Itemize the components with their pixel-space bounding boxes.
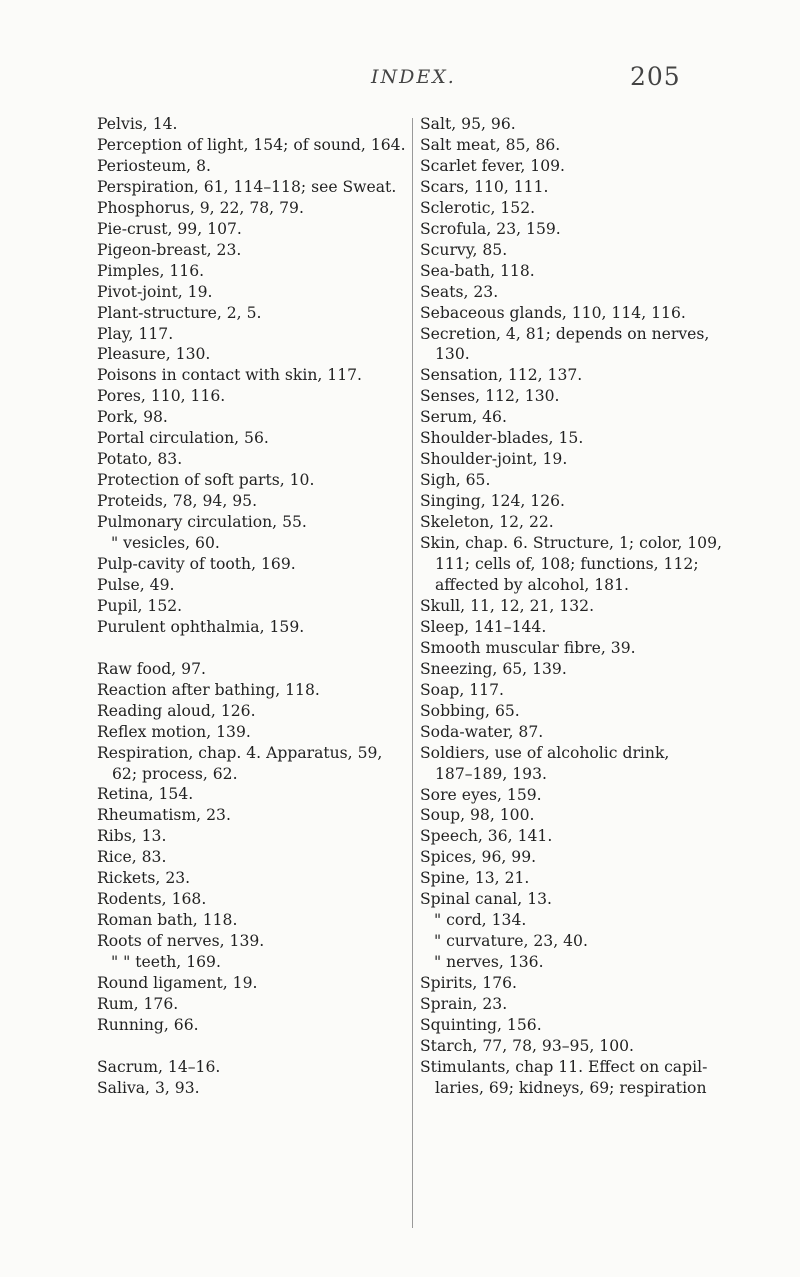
index-entry: Secretion, 4, 81; depends on nerves,	[420, 324, 710, 343]
index-entry: Soup, 98, 100.	[420, 806, 535, 825]
index-entry: Reading aloud, 126.	[97, 701, 256, 720]
index-entry: Sebaceous glands, 110, 114, 116.	[420, 303, 686, 322]
index-continuation: laries, 69; kidneys, 69; respiration	[435, 1078, 707, 1097]
index-continuation: 62; process, 62.	[112, 764, 238, 783]
index-subentry: " curvature, 23, 40.	[434, 932, 588, 951]
index-entry: Running, 66.	[97, 1015, 199, 1034]
index-entry: Sneezing, 65, 139.	[420, 659, 567, 678]
index-entry: Spices, 96, 99.	[420, 848, 537, 867]
index-entry: Sore eyes, 159.	[420, 785, 542, 804]
index-entry: Spine, 13, 21.	[420, 869, 530, 888]
index-entry: Round ligament, 19.	[97, 974, 258, 993]
index-entry: Sclerotic, 152.	[420, 198, 536, 217]
index-subentry: " " teeth, 169.	[111, 953, 221, 972]
index-entry: Periosteum, 8.	[97, 156, 211, 175]
index-subentry: " vesicles, 60.	[111, 534, 220, 553]
index-entry: Singing, 124, 126.	[420, 492, 566, 511]
index-entry: Pimples, 116.	[97, 261, 205, 280]
index-entry: Skin, chap. 6. Structure, 1; color, 109,	[420, 534, 722, 553]
index-entry: Serum, 46.	[420, 408, 507, 427]
index-entry: Pork, 98.	[97, 408, 168, 427]
index-entry: Roman bath, 118.	[97, 911, 238, 930]
index-entry: Speech, 36, 141.	[420, 827, 553, 846]
page-header	[0, 62, 800, 96]
page-number: 205	[630, 62, 681, 91]
index-entry: Scarlet fever, 109.	[420, 156, 566, 175]
index-entry: Squinting, 156.	[420, 1015, 542, 1034]
index-entry: Skull, 11, 12, 21, 132.	[420, 596, 595, 615]
right-column	[420, 114, 750, 1099]
index-entry: Potato, 83.	[97, 450, 183, 469]
index-entry: Pie-crust, 99, 107.	[97, 219, 242, 238]
index-entry: Pores, 110, 116.	[97, 387, 226, 406]
index-entry: Shoulder-joint, 19.	[420, 450, 568, 469]
index-entry: Starch, 77, 78, 93–95, 100.	[420, 1036, 635, 1055]
index-entry: Play, 117.	[97, 324, 174, 343]
index-entry: Phosphorus, 9, 22, 78, 79.	[97, 198, 304, 217]
index-entry: Pulmonary circulation, 55.	[97, 513, 307, 532]
index-entry: Soda-water, 87.	[420, 722, 544, 741]
index-entry: Spinal canal, 13.	[420, 890, 553, 909]
index-entry: Reaction after bathing, 118.	[97, 680, 320, 699]
index-entry: Scurvy, 85.	[420, 240, 508, 259]
index-entry: Seats, 23.	[420, 282, 499, 301]
index-entry: Rice, 83.	[97, 848, 167, 867]
index-continuation: 111; cells of, 108; functions, 112;	[435, 555, 699, 574]
index-entry: Pelvis, 14.	[97, 115, 178, 133]
index-entry: Poisons in contact with skin, 117.	[97, 366, 363, 385]
index-entry: Protection of soft parts, 10.	[97, 471, 315, 490]
index-entry: Soldiers, use of alcoholic drink,	[420, 743, 670, 762]
index-entry: Stimulants, chap 11. Effect on capil-	[420, 1057, 708, 1076]
index-entry: Sigh, 65.	[420, 471, 491, 490]
index-entry: Respiration, chap. 4. Apparatus, 59,	[97, 743, 383, 762]
index-entry: Proteids, 78, 94, 95.	[97, 492, 258, 511]
index-entry: Salt meat, 85, 86.	[420, 135, 561, 154]
index-entry: Smooth muscular fibre, 39.	[420, 638, 636, 657]
index-entry: Skeleton, 12, 22.	[420, 513, 554, 532]
index-entry: Soap, 117.	[420, 680, 504, 699]
index-entry: Rheumatism, 23.	[97, 806, 231, 825]
index-subentry: " nerves, 136.	[434, 953, 544, 972]
index-entry: Plant-structure, 2, 5.	[97, 303, 262, 322]
index-entry: Saliva, 3, 93.	[97, 1078, 200, 1097]
index-entry: Senses, 112, 130.	[420, 387, 560, 406]
index-entry: Ribs, 13.	[97, 827, 167, 846]
index-entry: Reflex motion, 139.	[97, 722, 251, 741]
index-entry: Spirits, 176.	[420, 974, 517, 993]
index-continuation: 130.	[435, 345, 470, 364]
index-entry: Perception of light, 154; of sound, 164.	[97, 135, 406, 154]
index-entry: Pigeon-breast, 23.	[97, 240, 242, 259]
index-entry: Sprain, 23.	[420, 995, 508, 1014]
index-entry: Shoulder-blades, 15.	[420, 429, 584, 448]
index-entry: Rodents, 168.	[97, 890, 207, 909]
index-entry: Salt, 95, 96.	[420, 115, 516, 133]
index-entry: Pleasure, 130.	[97, 345, 211, 364]
index-entry: Purulent ophthalmia, 159.	[97, 617, 305, 636]
index-entry: Sea-bath, 118.	[420, 261, 535, 280]
page-title: INDEX.	[371, 66, 456, 88]
index-entry: Rickets, 23.	[97, 869, 191, 888]
index-entry: Rum, 176.	[97, 995, 179, 1014]
index-entry: Sobbing, 65.	[420, 701, 520, 720]
index-entry: Perspiration, 61, 114–118; see Sweat.	[97, 177, 397, 196]
index-subentry: " cord, 134.	[434, 911, 527, 930]
index-entry: Raw food, 97.	[97, 659, 206, 678]
index-entry: Pivot-joint, 19.	[97, 282, 213, 301]
index-entry: Scars, 110, 111.	[420, 177, 549, 196]
index-entry: Pulp-cavity of tooth, 169.	[97, 555, 296, 574]
index-entry: Scrofula, 23, 159.	[420, 219, 561, 238]
index-entry: Pupil, 152.	[97, 596, 183, 615]
index-continuation: 187–189, 193.	[435, 764, 547, 783]
index-entry: Pulse, 49.	[97, 575, 175, 594]
index-entry: Portal circulation, 56.	[97, 429, 269, 448]
index-entry: Sacrum, 14–16.	[97, 1057, 221, 1076]
index-continuation: affected by alcohol, 181.	[435, 575, 629, 594]
index-entry: Roots of nerves, 139.	[97, 932, 265, 951]
index-entry: Sensation, 112, 137.	[420, 366, 583, 385]
index-entry: Retina, 154.	[97, 785, 194, 804]
index-entry: Sleep, 141–144.	[420, 617, 547, 636]
